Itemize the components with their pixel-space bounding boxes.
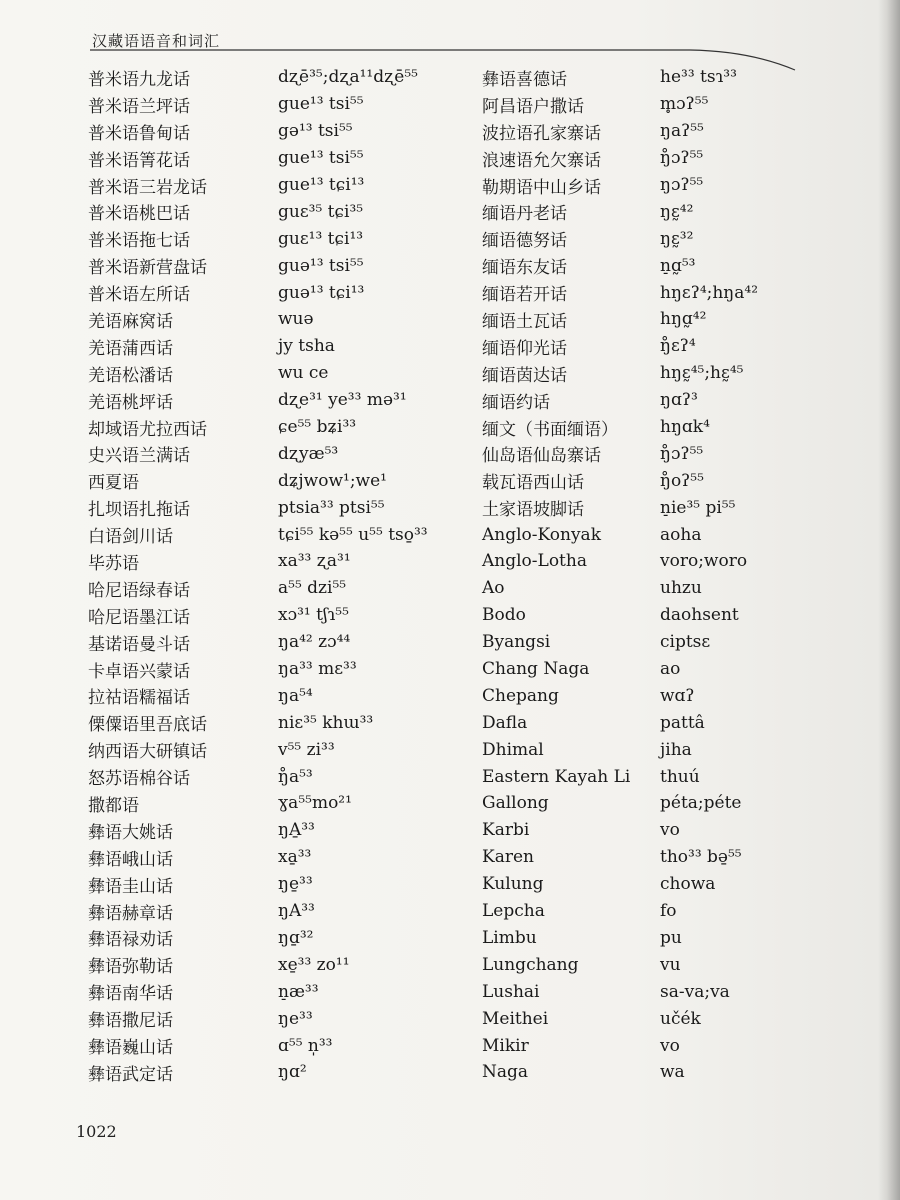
- entry-row: [88, 467, 468, 494]
- language-name: Ao: [482, 578, 505, 599]
- entry-row: [88, 360, 468, 387]
- word-form: ŋaʔ⁵⁵: [660, 121, 704, 142]
- word-form: wɑʔ: [660, 685, 695, 706]
- entry-row: [88, 682, 468, 709]
- word-form: hŋɑk⁴: [660, 417, 710, 438]
- word-form: ŋɑʔ³: [660, 390, 698, 411]
- language-name: 彝语赫章话: [88, 903, 173, 924]
- entry-row: [482, 198, 822, 225]
- word-form: učék: [660, 1008, 701, 1029]
- language-name: 彝语撒尼话: [88, 1011, 173, 1032]
- word-form: ŋ̊ɔʔ⁵⁵: [660, 443, 704, 464]
- language-name: Dhimal: [482, 739, 544, 760]
- word-form: vu: [660, 954, 681, 975]
- entry-row: [482, 414, 822, 441]
- entry-row: [88, 172, 468, 199]
- language-name: 缅语丹老话: [482, 204, 567, 225]
- language-name: Mikir: [482, 1035, 529, 1056]
- entry-row: [482, 682, 822, 709]
- word-form: gə¹³ tsi⁵⁵: [278, 121, 353, 142]
- language-name: 却域语尤拉西话: [88, 419, 207, 440]
- language-name: 缅文（书面缅语）: [482, 419, 618, 440]
- language-name: Eastern Kayah Li: [482, 766, 631, 787]
- word-form: ŋ̊oʔ⁵⁵: [660, 470, 704, 491]
- word-form: xe̱³³ zo¹¹: [278, 954, 350, 975]
- word-form: xa̱³³: [278, 847, 312, 868]
- language-name: 阿昌语户撒话: [482, 96, 584, 117]
- entry-row: [88, 763, 468, 790]
- entry-row: [482, 629, 822, 656]
- word-form: ŋɑ²: [278, 1062, 307, 1083]
- word-form: ŋA³³: [278, 901, 315, 922]
- word-form: xɔ³¹ tʃɿ⁵⁵: [278, 605, 349, 626]
- entry-row: [482, 521, 822, 548]
- language-name: 羌语松潘话: [88, 365, 173, 386]
- entry-row: [88, 494, 468, 521]
- entry-row: [88, 387, 468, 414]
- entry-row: [482, 172, 822, 199]
- entry-row: [482, 387, 822, 414]
- language-name: 西夏语: [88, 473, 139, 494]
- entry-row: [482, 145, 822, 172]
- entry-row: [482, 709, 822, 736]
- entry-row: [482, 978, 822, 1005]
- language-name: 彝语大姚话: [88, 822, 173, 843]
- word-form: wu ce: [278, 363, 329, 384]
- word-form: hŋɛ̰⁴⁵;hɛ̰⁴⁵: [660, 363, 744, 384]
- running-header-title: 汉藏语语音和词汇: [92, 32, 221, 50]
- language-name: 哈尼语绿春话: [88, 580, 190, 601]
- word-form: a⁵⁵ dzi⁵⁵: [278, 578, 347, 599]
- language-name: 彝语喜德话: [482, 69, 567, 90]
- entry-row: [88, 898, 468, 925]
- entry-row: [88, 602, 468, 629]
- word-form: dʐē³⁵;dʐa¹¹dʐē⁵⁵: [278, 67, 418, 88]
- entry-row: [482, 736, 822, 763]
- word-form: ŋɛ̰⁴²: [660, 201, 694, 222]
- entry-row: [482, 548, 822, 575]
- language-name: 拉祜语糯福话: [88, 688, 190, 709]
- language-name: 缅语东友话: [482, 258, 567, 279]
- language-name: Anglo-Konyak: [482, 524, 601, 545]
- word-form: guɛ¹³ tɕi¹³: [278, 228, 364, 249]
- language-name: 扎坝语扎拖话: [88, 500, 190, 521]
- entry-row: [88, 871, 468, 898]
- language-name: 彝语峨山话: [88, 849, 173, 870]
- language-name: 仙岛语仙岛寨话: [482, 446, 601, 467]
- word-form: ŋ̊ɔʔ⁵⁵: [660, 148, 704, 169]
- entry-row: [482, 898, 822, 925]
- word-form: vo: [660, 820, 680, 841]
- right-column: [482, 64, 822, 1086]
- word-form: chowa: [660, 874, 716, 895]
- word-form: xa³³ ʐa³¹: [278, 551, 351, 572]
- entry-row: [482, 1059, 822, 1086]
- language-name: 土家语坡脚话: [482, 500, 584, 521]
- word-form: uhzu: [660, 578, 702, 599]
- entry-row: [88, 951, 468, 978]
- entry-row: [482, 1005, 822, 1032]
- language-name: 傈僳语里吾底话: [88, 715, 207, 736]
- language-name: Chang Naga: [482, 659, 590, 680]
- language-name: Naga: [482, 1062, 529, 1083]
- entry-row: [88, 709, 468, 736]
- language-name: 缅语德努话: [482, 231, 567, 252]
- word-form: sa-va;va: [660, 981, 730, 1002]
- entry-row: [482, 817, 822, 844]
- language-name: 缅语约话: [482, 392, 550, 413]
- entry-row: [482, 440, 822, 467]
- entry-row: [88, 925, 468, 952]
- entry-row: [88, 1059, 468, 1086]
- entry-row: [88, 279, 468, 306]
- language-name: 羌语桃坪话: [88, 392, 173, 413]
- language-name: 卡卓语兴蒙话: [88, 661, 190, 682]
- language-name: 白语剑川话: [88, 527, 173, 548]
- word-form: he³³ tsɿ³³: [660, 67, 737, 88]
- language-name: Lepcha: [482, 901, 545, 922]
- word-form: dʐe³¹ ye³³ mə³¹: [278, 390, 407, 411]
- entry-row: [88, 225, 468, 252]
- entry-row: [88, 548, 468, 575]
- word-form: ŋɔʔ⁵⁵: [660, 175, 704, 195]
- entry-row: [88, 521, 468, 548]
- word-form: n̠æ³³: [278, 981, 319, 1002]
- entry-row: [482, 763, 822, 790]
- entry-row: [88, 198, 468, 225]
- language-name: 勒期语中山乡话: [482, 177, 601, 198]
- language-name: 普米语左所话: [88, 285, 190, 306]
- word-form: jiha: [660, 739, 692, 760]
- language-name: 普米语箐花话: [88, 150, 190, 171]
- word-form: ŋe³³: [278, 1008, 313, 1029]
- language-name: 彝语巍山话: [88, 1038, 173, 1058]
- entry-row: [482, 118, 822, 145]
- language-name: Gallong: [482, 793, 549, 814]
- entry-row: [88, 91, 468, 118]
- word-form: ao: [660, 659, 681, 680]
- language-name: Byangsi: [482, 632, 551, 653]
- language-name: 史兴语兰满话: [88, 446, 190, 467]
- language-name: Karbi: [482, 820, 530, 841]
- entry-row: [88, 817, 468, 844]
- word-form: hŋɑ̰⁴²: [660, 309, 707, 330]
- language-name: Limbu: [482, 927, 537, 948]
- word-form: n̠ie³⁵ pi⁵⁵: [660, 497, 736, 518]
- word-form: thuú: [660, 766, 700, 787]
- word-form: daohsent: [660, 605, 739, 626]
- word-form: n̠ɑ̰⁵³: [660, 255, 696, 276]
- word-form: ciptsɛ: [660, 632, 711, 653]
- word-form: gue¹³ tsi⁵⁵: [278, 148, 364, 169]
- word-form: m̥ɔʔ⁵⁵: [660, 94, 709, 115]
- language-name: 普米语新营盘话: [88, 258, 207, 279]
- word-form: péta;péte: [660, 793, 742, 814]
- language-name: Dafla: [482, 712, 528, 733]
- language-name: Kulung: [482, 874, 544, 895]
- language-name: 彝语圭山话: [88, 876, 173, 897]
- word-form: fo: [660, 901, 677, 922]
- entry-row: [482, 252, 822, 279]
- word-form: wuə: [278, 309, 314, 330]
- entry-row: [482, 844, 822, 871]
- entry-row: [482, 925, 822, 952]
- word-form: wa: [660, 1062, 685, 1083]
- word-form: ŋA̱³³: [278, 820, 315, 841]
- language-name: 毕苏语: [88, 553, 139, 574]
- entry-row: [88, 252, 468, 279]
- language-name: Karen: [482, 847, 534, 868]
- entry-row: [482, 602, 822, 629]
- page-number: 1022: [76, 1122, 117, 1141]
- entry-row: [88, 145, 468, 172]
- word-form: ɣa⁵⁵mo²¹: [278, 793, 352, 814]
- word-form: hŋɛʔ⁴;hŋa⁴²: [660, 282, 759, 303]
- language-name: Lungchang: [482, 954, 579, 975]
- language-name: 彝语武定话: [88, 1064, 173, 1085]
- entry-row: [482, 790, 822, 817]
- word-form: v⁵⁵ zi³³: [278, 739, 335, 760]
- word-form: tho³³ bə̱⁵⁵: [660, 847, 742, 868]
- word-form: ŋa⁴² zɔ⁴⁴: [278, 632, 351, 653]
- entry-row: [88, 736, 468, 763]
- word-form: dʐyæ⁵³: [278, 443, 339, 464]
- language-name: 彝语禄劝话: [88, 930, 173, 951]
- language-name: 哈尼语墨江话: [88, 607, 190, 628]
- entry-row: [88, 575, 468, 602]
- page-edge-shadow: [878, 0, 900, 1200]
- word-form: ɕe⁵⁵ bʑi³³: [278, 417, 357, 438]
- language-name: 普米语桃巴话: [88, 204, 190, 225]
- language-name: 普米语拖七话: [88, 231, 190, 252]
- word-form: ŋ̊a⁵³: [278, 766, 313, 787]
- word-form: aoha: [660, 524, 702, 545]
- entry-row: [482, 467, 822, 494]
- word-form: ptsia³³ ptsi⁵⁵: [278, 497, 385, 518]
- entry-row: [482, 360, 822, 387]
- entry-row: [482, 279, 822, 306]
- language-name: Bodo: [482, 605, 526, 626]
- word-form: niɛ³⁵ khɯ³³: [278, 712, 374, 733]
- entry-row: [88, 440, 468, 467]
- word-form: ŋa³³ mɛ³³: [278, 659, 357, 680]
- word-form: ŋɑ̱³²: [278, 927, 314, 948]
- word-form: gue¹³ tɕi¹³: [278, 175, 365, 195]
- language-name: 怒苏语棉谷话: [88, 769, 190, 790]
- word-form: ŋe̱³³: [278, 874, 313, 895]
- language-name: 普米语兰坪话: [88, 96, 190, 117]
- entry-row: [482, 225, 822, 252]
- language-name: 普米语三岩龙话: [88, 177, 207, 198]
- language-name: 浪速语允欠寨话: [482, 150, 601, 171]
- word-form: guə¹³ tɕi¹³: [278, 282, 365, 303]
- entry-row: [482, 494, 822, 521]
- language-name: 彝语弥勒话: [88, 957, 173, 978]
- language-name: 彝语南华话: [88, 984, 173, 1005]
- left-column: [88, 64, 468, 1086]
- entry-row: [88, 978, 468, 1005]
- entry-row: [482, 333, 822, 360]
- entry-row: [88, 64, 468, 91]
- language-name: 缅语仰光话: [482, 338, 567, 359]
- word-form: guə¹³ tsi⁵⁵: [278, 255, 364, 276]
- language-name: 撒都语: [88, 795, 139, 816]
- word-form: ŋa⁵⁴: [278, 685, 313, 706]
- entry-row: [88, 629, 468, 656]
- language-name: 缅语茵达话: [482, 365, 567, 386]
- language-name: 普米语九龙话: [88, 69, 190, 90]
- entry-row: [88, 656, 468, 683]
- word-form: ŋɛ̰³²: [660, 228, 694, 249]
- word-form: tɕi⁵⁵ kə⁵⁵ u⁵⁵ tso̱³³: [278, 524, 428, 545]
- entry-row: [482, 575, 822, 602]
- language-name: 羌语麻窝话: [88, 311, 173, 332]
- word-form: dʑjwow¹;we¹: [278, 470, 387, 491]
- entry-row: [88, 414, 468, 441]
- word-form: ɑ⁵⁵ n̩³³: [278, 1035, 333, 1056]
- language-name: Chepang: [482, 685, 559, 706]
- language-name: 缅语土瓦话: [482, 311, 567, 332]
- entry-row: [482, 1032, 822, 1059]
- language-name: 波拉语孔家寨话: [482, 123, 601, 144]
- word-form: ŋ̊ɛʔ⁴: [660, 336, 696, 357]
- entry-row: [88, 118, 468, 145]
- entry-row: [88, 790, 468, 817]
- entry-row: [88, 333, 468, 360]
- entry-row: [482, 951, 822, 978]
- entry-row: [88, 306, 468, 333]
- word-form: gue¹³ tsi⁵⁵: [278, 94, 364, 115]
- entry-row: [482, 656, 822, 683]
- language-name: Anglo-Lotha: [482, 551, 587, 572]
- word-form: jy tsha: [278, 336, 335, 357]
- entry-row: [88, 1005, 468, 1032]
- language-name: 羌语蒲西话: [88, 338, 173, 359]
- entry-row: [482, 871, 822, 898]
- entry-row: [88, 844, 468, 871]
- word-form: pattâ: [660, 712, 705, 733]
- language-name: 纳西语大研镇话: [88, 742, 207, 763]
- word-form: guɛ³⁵ tɕi³⁵: [278, 201, 364, 222]
- language-name: 缅语若开话: [482, 285, 567, 306]
- language-name: Meithei: [482, 1008, 549, 1029]
- entry-row: [482, 306, 822, 333]
- entry-row: [88, 1032, 468, 1059]
- language-name: 载瓦语西山话: [482, 473, 584, 494]
- entry-row: [482, 91, 822, 118]
- word-form: vo: [660, 1035, 680, 1056]
- language-name: 普米语鲁甸话: [88, 123, 190, 144]
- language-name: 基诺语曼斗话: [88, 634, 190, 655]
- entry-row: [482, 64, 822, 91]
- word-form: voro;woro: [660, 551, 748, 572]
- word-form: pu: [660, 927, 682, 948]
- language-name: Lushai: [482, 981, 540, 1002]
